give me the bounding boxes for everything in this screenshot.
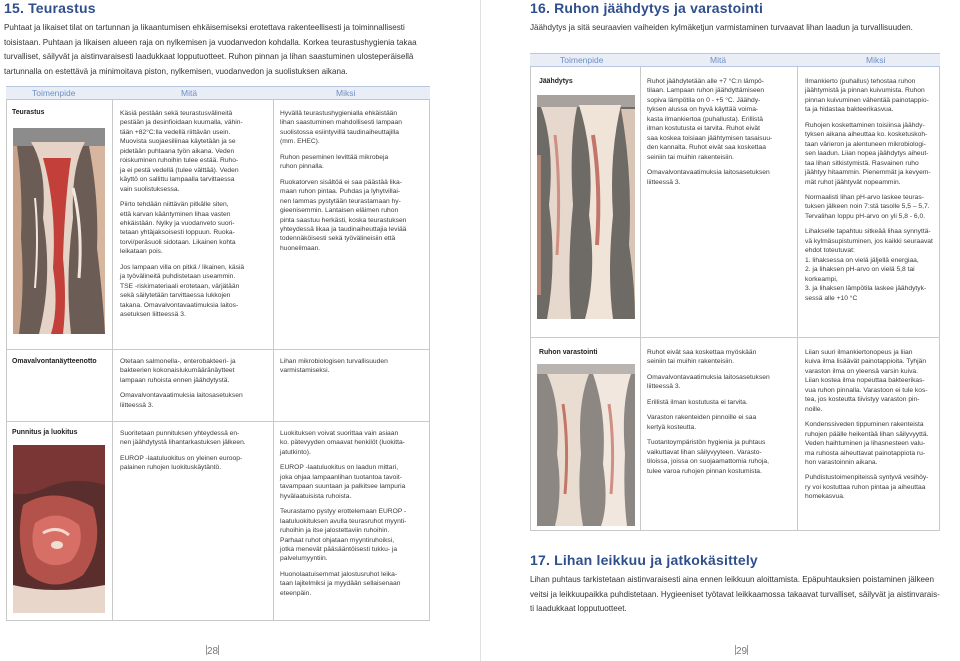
list-item: 3. ja lihaksen lämpötila laskee jäähdytyk- sessä alle +10 °C [805,285,927,302]
right-table-header [530,53,940,67]
intro-line: ti laadukkaat lopputuotteet. [530,604,627,614]
paragraph: Piirto tehdään niittävän pitkälle siten, että karvan kääntyminen lihaa vasten ehkäistään. Nylky ja vuodanveto suori- tetaan yhtäjaksoisesti loppuun. Ruoka- torvi/peräsuoli sidotaan. Likainen kohta leikataan pois. [120,201,236,256]
paragraph: Ruhot eivät saa koskettaa myöskään seiniin tai muihin rakenteisiin. [647,349,757,366]
header-toimenpide: Toimenpide [560,55,604,65]
paragraph: Luokituksen voivat suorittaa vain asiaan ko. pätevyyden omaavat henkilöt (luokitta- jatutkinto). [280,430,405,456]
paragraph: Huonolaatuisemmat jalostusruhot leika- taan lajitelmiksi ja myydään sellaisenaan eteenpäin. [280,570,401,597]
row-label-omavalvonta: Omavalvontanäytteenotto [12,358,97,365]
paragraph: Ruhon peseminen levittää mikrobeja ruhon pinnalla. [280,153,389,171]
paragraph: Hyvällä teurastushygienialla ehkäistään lihan saastuminen mahdollisesti lampaan suolistossa esiintyvillä taudinaiheuttajilla (mm. EHEC). [280,110,402,146]
punnitus-why [280,429,428,604]
carcasses-image [13,128,105,334]
paragraph: Ruhot jäähdytetään alle +7 °C:n lämpö- tilaan. Lampaan ruhon jäähdyttämiseen sopiva lämpötila on 0 - +5 °C. Jäähdy- tyksen alussa on hyvä käyttää voima- kasta ilmankiertoa (puhallusta). Erillistä ilman kostutusta ei tarvita. Ruhot eivät saa koskea toisiaan jäähtymisen tasaisuu- den kannalta. Ruhot eivät saa koskettaa seiniin tai muihin rakenteisiin. [647,78,773,161]
storage-image [537,364,635,526]
intro-line: turvalliset, säilyvät ja aistinvaraisesti laadukkaat lopputuotteet. Ruhon pinnan ja lihan saastuminen ulosteperäisellä [4,52,414,62]
list-item: 1. lihaksessa on vielä jäljellä energiaa, [805,256,919,264]
column-divider [640,67,641,531]
chilling-room-image [537,95,635,319]
paragraph: Ruhojen koskettaminen toisiinsa jäähdy- tyksen aikana aiheuttaa ko. kosketuskoh- taan värieron ja alentuneen mikrobiologi- sen laadun. Liian nopea jäähdytys aiheut- taa lihan sitkistymistä. Rasvainen ruho jäähtyy hitaammin. Pienemmät ja kevyem- mät ruhot jäähtyvät nopeammin. [805,121,931,186]
intro-line: Lihan puhtaus tarkistetaan aistinvaraisesti aina ennen leikkuun aloittamista. Epäpuhtauksien poistaminen jälkeen [530,575,935,584]
meat-cut-image [13,445,105,613]
section-15-intro [4,21,474,79]
paragraph: Omavalvontavaatimuksia laitosasetuksen liitteessä 3. [647,373,770,391]
varastointi-why [805,348,940,508]
paragraph: Lihan mikrobiologisen turvallisuuden varmistamiseksi. [280,358,388,375]
paragraph: Ruokatorven sisältöä ei saa päästää lika- maan ruhon pintaa. Puhdas ja lyhytvillai- nen lammas pystytään teurastamaan hy- gieenisemmin. Lantaisen eläimen ruhon pinta saastuu herkästi, koska teurastuksen yhteydessä likaa ja taudinaiheuttajia leviää todennäköisesti sekä työvälineisiin että huoneilmaan. [280,178,407,252]
paragraph: Teurastamo pystyy erottelemaan EUROP - laatuluokituksen avulla teurasruhot myynti- ruhoihin ja itse jalostettaviin ruhoihin. Parhaat ruhot ohjataan myyntiruhoiksi, jotka menevät pääsääntöisesti tukku- ja palvelumyyntiin. [280,508,407,563]
intro-line: Puhtaat ja likaiset tilat on tartunnan ja likaantumisen ehkäisemiseksi erotettava rakenteellisesti ja toiminnallisesti [4,23,405,32]
paragraph: Liian suuri ilmankiertonopeus ja liian kuiva ilma lisäävät painotappioita. Tyhjän varaston ilma on yleensä varsin kuiva. Liian kostea ilma nopeuttaa bakteerikas- vua ruhon pinnalla. Varastoon ei tule kos- tea, jos kosteutta tiivistyy varaston pin- noille. [805,349,928,413]
omavalvonta-how [120,357,270,416]
paragraph: Tuotantoympäristön hygienia ja puhtaus vaikuttavat lihan säilyvyyteen. Varasto- tiloissa, joissa on suojaamattomia ruhoja, tulee varoa ruhojen pinnan kostumista. [647,439,769,475]
column-divider [112,100,113,621]
teurastus-why [280,109,428,259]
page-number-left: 28 [207,646,219,657]
paragraph: Erillistä ilman kostutusta ei tarvita. [647,398,748,406]
intro-line: veitsi ja leikkuupaikka puhdistetaan. Hygieeniset työtavat leikkaamossa takaavat turvalliset, säilyvät ja aistinvarais- [530,589,940,599]
header-mita: Mitä [710,55,727,65]
section-16-title: 16. Ruhon jäähdytys ja varastointi [530,0,764,16]
right-page [480,0,960,661]
left-table-header [6,86,430,100]
row-divider [530,337,940,338]
teurastus-how [120,109,270,326]
paragraph: Ilmankierto (puhallus) tehostaa ruhon jäähtymistä ja pinnan kuivumista. Ruhon pinnan kuivuminen vähentää painotappio- ta ja hidastaa bakteerikasvua. [805,78,929,114]
row-label-punnitus: Punnitus ja luokitus [12,429,78,436]
row-divider [6,349,430,350]
conditions-list [805,256,940,303]
paragraph: Varaston rakenteiden pinnoille ei saa kertyä kosteutta. [647,414,757,431]
paragraph: Omavalvontavaatimuksia laitosasetuksen liitteessä 3. [647,169,770,186]
row-label-jaahdytys: Jäähdytys [539,78,573,85]
paragraph: Käsiä pestään sekä teurastusvälineitä pestään ja desinfioidaan kuumalla, vähin- tään +82°C:lla vedellä riittävän usein. Muovista suojaesiliinaa käytetään ja se pidetään puhtaana työn aikana. Veden roiskuminen ruhoihin tulee estää. Ruho- ja ei pestä vedellä (tulee välttää). Veden käyttö on sallittu lampaalla tarvittaessa vain suolistuksessa. [120,110,243,193]
section-17-title: 17. Lihan leikkuu ja jatkokäsittely [530,552,758,568]
column-divider [797,67,798,531]
paragraph: Puhdistustoimenpiteissä syntyvä vesihöy- ry voi kostuttaa ruhon pintaa ja aiheuttaa homekasvua. [805,474,929,501]
row-label-teurastus: Teurastus [12,109,45,116]
header-toimenpide: Toimenpide [32,88,76,98]
column-divider [273,100,274,621]
photo-hanging-carcasses [13,128,105,334]
header-miksi: Miksi [866,55,886,65]
paragraph: EUROP -laatuluokitus on laadun mittari, joka ohjaa lampaanlihan tuotantoa tavoit- tavampaan suuntaan ja palkitsee lampuria hyvälaatuisista ruhoista. [280,464,406,500]
section-15-title: 15. Teurastus [4,0,96,16]
header-miksi: Miksi [336,88,356,98]
paragraph: Jos lampaan villa on pitkä / likainen, käsiä ja työvälineitä puhdistetaan useammin. TSE -riskimateriaali erotetaan, värjätään sekä säilytetään tarvittaessa lukkojen takana. Omavalvontavaatimuksia laitos- asetuksen liitteessä 3. [120,263,245,319]
row-divider [6,421,430,422]
photo-cut-meat [13,445,105,613]
jaahdytys-how [647,77,795,193]
photo-chilling-room [537,95,635,319]
jaahdytys-why [805,77,940,309]
photo-storage [537,364,635,526]
paragraph: Normaalisti lihan pH-arvo laskee teuras- tuksen jälkeen noin 7:stä tasolle 5,5 – 5,7. Tervalihan loppu pH-arvo on yli 5,8 - 6,0. [805,193,930,220]
varastointi-how [647,348,795,482]
header-mita: Mitä [181,88,198,98]
paragraph: EUROP -laatuluokitus on yleinen euroop- palainen ruhojen luokituskäytäntö. [120,454,243,472]
paragraph: Kondenssiveden tippuminen rakenteista ruhojen päälle heikentää lihan säilyvyyttä. Veden haihtuminen ja lihasnesteen valu- ma ruhosta aiheuttavat painotappiota ru- hon varastoinnin aikana. [805,421,929,466]
section-17-intro [530,573,955,617]
intro-line: toisistaan. Puhtaan ja likaisen alueen raja on nylkemisen ja vuodanvedon kohdalla. Korkea teurastushygienia takaa [4,37,417,47]
row-label-varastointi: Ruhon varastointi [539,349,598,356]
paragraph: Otetaan salmonella-, enterobakteeri- ja bakteerien kokonaislukumääränäytteet lampaan ruhoista ennen jäähdytystä. [120,358,236,384]
section-16-intro: Jäähdytys ja sitä seuraavien vaiheiden kylmäketjun varmistaminen turvaavat lihan laadun ja turvallisuuden. [530,23,913,32]
page-number-right: 29 [736,646,748,657]
list-intro: Lihakselle tapahtuu sitkeää lihaa synnyttä- vä kylmäsupistuminen, jos kaikki seuraavat ehdot toteutuvat: [805,228,933,255]
paragraph: Omavalvontavaatimuksia laitosasetuksen liitteessä 3. [120,392,243,409]
paragraph: Suoritetaan punnituksen yhteydessä en- nen jäähdytystä lihantarkastuksen jälkeen. [120,430,246,447]
list-item: 2. ja lihaksen pH-arvo on vielä 5,8 tai korkeampi, [805,266,915,283]
punnitus-how [120,429,270,479]
intro-line: tartunnalla on estettävä ja minimoitava piston, nylkemisen, vuodanvedon ja suolistuksen aikana. [4,66,348,76]
omavalvonta-why [280,357,428,382]
